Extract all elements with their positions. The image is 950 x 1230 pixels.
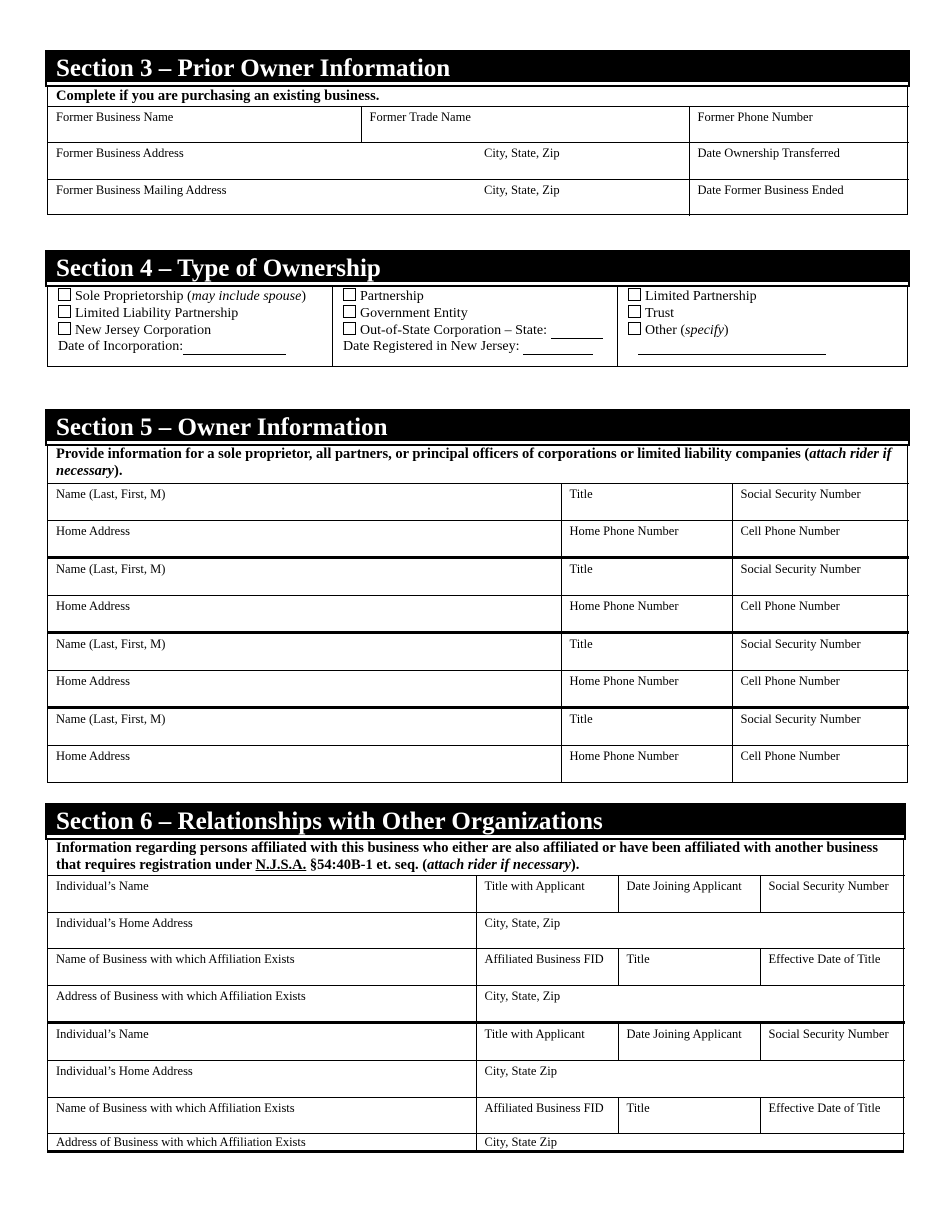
affiliated-business-name-field[interactable]: Name of Business with which Affiliation Exists: [48, 1098, 476, 1134]
section-6-title: Section 6 – Relationships with Other Organizations: [47, 805, 904, 838]
date-ownership-transferred-field[interactable]: Date Ownership Transferred: [689, 143, 909, 180]
ownership-col-3: [618, 285, 908, 366]
section-5-title: Section 5 – Owner Information: [47, 411, 908, 444]
owner-ssn-field[interactable]: Social Security Number: [732, 633, 909, 671]
other-specify-field[interactable]: [628, 339, 908, 355]
checkbox[interactable]: [343, 305, 356, 318]
affiliated-title-field[interactable]: Title: [618, 949, 760, 986]
owner-name-field[interactable]: Name (Last, First, M): [48, 708, 561, 746]
owner-ssn-field[interactable]: Social Security Number: [732, 484, 909, 521]
ssn-field[interactable]: Social Security Number: [760, 1023, 905, 1061]
owner-home-address-field[interactable]: Home Address: [48, 596, 561, 633]
section-4-title: Section 4 – Type of Ownership: [47, 252, 908, 285]
city-state-zip-field[interactable]: City, State, Zip: [476, 913, 905, 949]
owner-title-field[interactable]: Title: [561, 484, 732, 521]
owner-cell-phone-field[interactable]: Cell Phone Number: [732, 746, 909, 782]
trust-option[interactable]: Trust: [628, 305, 908, 322]
date-joining-field[interactable]: Date Joining Applicant: [618, 876, 760, 913]
llp-option[interactable]: Limited Liability Partnership: [58, 305, 332, 322]
effective-date-field[interactable]: Effective Date of Title: [760, 1098, 905, 1134]
former-phone-field[interactable]: Former Phone Number: [689, 107, 909, 143]
city-state-zip-field[interactable]: City, State, Zip: [476, 986, 905, 1023]
checkbox[interactable]: [343, 288, 356, 301]
checkbox[interactable]: [628, 305, 641, 318]
affiliated-title-field[interactable]: Title: [618, 1098, 760, 1134]
section-3-title: Section 3 – Prior Owner Information: [47, 52, 908, 85]
affiliated-business-address-field[interactable]: Address of Business with which Affiliation Exists: [48, 986, 476, 1023]
affiliated-fid-field[interactable]: Affiliated Business FID: [476, 1098, 618, 1134]
owner-title-field[interactable]: Title: [561, 708, 732, 746]
owner-title-field[interactable]: Title: [561, 633, 732, 671]
owner-home-phone-field[interactable]: Home Phone Number: [561, 671, 732, 708]
section-3-note: Complete if you are purchasing an existing business.: [56, 88, 380, 104]
affiliation-table: [48, 875, 905, 1150]
owner-home-address-field[interactable]: Home Address: [48, 521, 561, 558]
owner-home-address-field[interactable]: Home Address: [48, 671, 561, 708]
owner-ssn-field[interactable]: Social Security Number: [732, 708, 909, 746]
effective-date-field[interactable]: Effective Date of Title: [760, 949, 905, 986]
ownership-col-1: [48, 285, 333, 366]
individual-home-address-field[interactable]: Individual’s Home Address: [48, 1061, 476, 1098]
date-of-incorporation-field[interactable]: Date of Incorporation:: [58, 339, 332, 355]
city-state-zip-label: City, State, Zip: [484, 183, 560, 197]
checkbox[interactable]: [58, 322, 71, 335]
owner-cell-phone-field[interactable]: Cell Phone Number: [732, 596, 909, 633]
former-mailing-address-field[interactable]: Former Business Mailing Address City, State, Zip: [48, 180, 689, 216]
section-5-note: Provide information for a sole proprietor, all partners, or principal officers of corporations or limited liability companies (attach rider if necessary).: [56, 446, 892, 479]
date-joining-field[interactable]: Date Joining Applicant: [618, 1023, 760, 1061]
former-trade-name-field[interactable]: Former Trade Name: [361, 107, 689, 143]
section-3: [47, 52, 908, 215]
individual-home-address-field[interactable]: Individual’s Home Address: [48, 913, 476, 949]
sole-proprietorship-option[interactable]: Sole Proprietorship (may include spouse): [58, 288, 332, 305]
ssn-field[interactable]: Social Security Number: [760, 876, 905, 913]
former-business-name-field[interactable]: Former Business Name: [48, 107, 361, 143]
nj-corporation-option[interactable]: New Jersey Corporation: [58, 322, 332, 339]
owner-name-field[interactable]: Name (Last, First, M): [48, 484, 561, 521]
former-business-address-field[interactable]: Former Business Address City, State, Zip: [48, 143, 689, 180]
owner-home-phone-field[interactable]: Home Phone Number: [561, 746, 732, 782]
section-6-note: Information regarding persons affiliated with this business who either are also affiliated or have been affiliated with another business that requires registration under N.J.S.A. §54:40B-1 et. seq. (attach rider if necessary).: [56, 840, 878, 873]
title-with-applicant-field[interactable]: Title with Applicant: [476, 1023, 618, 1061]
section-5: [47, 411, 908, 783]
date-registered-nj-field[interactable]: Date Registered in New Jersey:: [343, 339, 617, 355]
affiliated-fid-field[interactable]: Affiliated Business FID: [476, 949, 618, 986]
owner-home-phone-field[interactable]: Home Phone Number: [561, 596, 732, 633]
checkbox[interactable]: [58, 305, 71, 318]
government-entity-option[interactable]: Government Entity: [343, 305, 617, 322]
owner-name-field[interactable]: Name (Last, First, M): [48, 633, 561, 671]
affiliated-business-name-field[interactable]: Name of Business with which Affiliation Exists: [48, 949, 476, 986]
title-with-applicant-field[interactable]: Title with Applicant: [476, 876, 618, 913]
checkbox[interactable]: [343, 322, 356, 335]
owner-title-field[interactable]: Title: [561, 558, 732, 596]
individual-name-field[interactable]: Individual’s Name: [48, 1023, 476, 1061]
section-6: [47, 805, 904, 1153]
limited-partnership-option[interactable]: Limited Partnership: [628, 288, 908, 305]
affiliated-business-address-field[interactable]: Address of Business with which Affiliation Exists: [48, 1134, 476, 1151]
date-former-business-ended-field[interactable]: Date Former Business Ended: [689, 180, 909, 216]
individual-name-field[interactable]: Individual’s Name: [48, 876, 476, 913]
other-option[interactable]: Other (specify): [628, 322, 908, 339]
checkbox[interactable]: [628, 322, 641, 335]
owner-table: [48, 483, 909, 782]
city-state-zip-field[interactable]: City, State Zip: [476, 1134, 905, 1151]
out-of-state-corp-option[interactable]: Out-of-State Corporation – State:: [343, 322, 617, 339]
owner-ssn-field[interactable]: Social Security Number: [732, 558, 909, 596]
checkbox[interactable]: [628, 288, 641, 301]
owner-home-phone-field[interactable]: Home Phone Number: [561, 521, 732, 558]
owner-cell-phone-field[interactable]: Cell Phone Number: [732, 671, 909, 708]
partnership-option[interactable]: Partnership: [343, 288, 617, 305]
prior-owner-table: [48, 106, 909, 216]
city-state-zip-field[interactable]: City, State Zip: [476, 1061, 905, 1098]
checkbox[interactable]: [58, 288, 71, 301]
owner-name-field[interactable]: Name (Last, First, M): [48, 558, 561, 596]
owner-home-address-field[interactable]: Home Address: [48, 746, 561, 782]
city-state-zip-label: City, State, Zip: [484, 146, 560, 160]
ownership-col-2: [333, 285, 618, 366]
section-4: [47, 252, 908, 367]
owner-cell-phone-field[interactable]: Cell Phone Number: [732, 521, 909, 558]
